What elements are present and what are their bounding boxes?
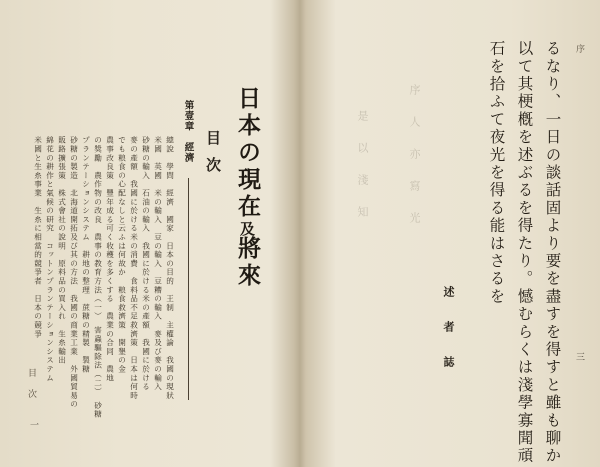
running-head: 序 (574, 44, 584, 53)
left-page (0, 0, 298, 467)
title-main: 日本の現在 (234, 86, 261, 221)
toc-entry: 米國と生糸事業 生糸に相當的競爭者 日本の競爭 (33, 136, 43, 339)
toc-entry: 販路擴張策 株式會社の說明 原料品の買入れ 生糸輸出 (57, 136, 67, 365)
toc-entry: 麥の產額 我國に於ける米の消費 食料品不足救濟策 日本は何時 (129, 136, 139, 400)
left-footer: 目次 (26, 368, 36, 410)
preface-line: るなり、一日の談話固より要を盡すを得すと雖も聊か (543, 40, 562, 465)
toc-entry: 砂糖の製造 北海道開拓及び其の方法 我國の商業工業 外國貿易の (69, 136, 79, 409)
preface-line: 石を拾ふて夜光を得る能はさるを (487, 40, 506, 306)
title-end: 將來 (234, 236, 261, 290)
toc-entry: の獎勵 農作物の改良 農事の教育方法（一） 害蟲驅除法（二） 砂糖 (93, 136, 103, 419)
chapter-leader-line (188, 178, 189, 400)
toc-entry: でも粮食の心配なしと云ふは何故か 粮食救濟策 開墾の金 (117, 136, 127, 374)
bleed-through-text: 序 人 亦 寫 光 (408, 84, 421, 228)
right-page (302, 0, 600, 467)
toc-chapter: 第壹章 經濟 (182, 100, 194, 163)
toc-entry: 綿花の耕作と氣候の研究 コットンプランテーションシステム (45, 136, 55, 383)
toc-entry: 米國 英國 米の輸入 豆の輸入 豆糟の輸入 麥及び麥の輸入 (153, 136, 163, 392)
preface-line: 以て其梗槪を述ぶるを得たり。憾むらくは淺學寡聞頑 (515, 40, 534, 465)
title-joiner: 及 (238, 221, 256, 236)
right-page-number: 三 (574, 352, 584, 361)
signature: 述者誌 (442, 286, 455, 391)
toc-entry: 農事改良策 豐年成る可く收穫を多くする 農業の合同 農地 (105, 136, 115, 383)
book-title (236, 86, 259, 290)
bleed-through-text: 是 以 淺 知 (356, 110, 369, 222)
toc-entry: 砂糖の輸入 石油の輸入 我國に於ける米の產額 我國に於ける (141, 136, 151, 392)
left-page-number: 一 (28, 420, 38, 429)
toc-entry: 總說 學問 經濟 國家 日本の目的 王制 主權論 我國の現狀 (165, 136, 175, 400)
toc-heading: 目次 (204, 130, 222, 184)
toc-entry: プランテーションシステム 耕地の整理 蔗糖の精製 製糖 (81, 136, 91, 374)
